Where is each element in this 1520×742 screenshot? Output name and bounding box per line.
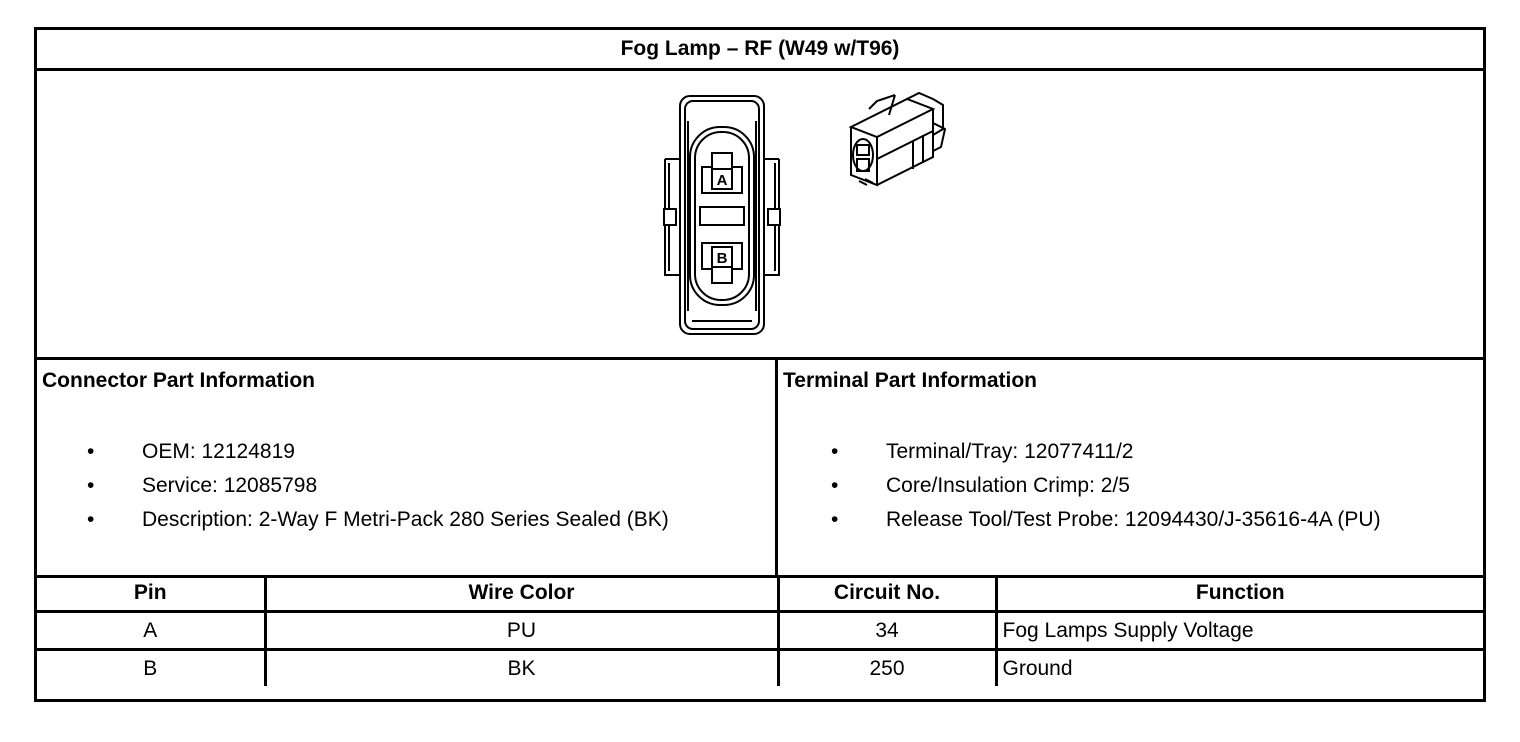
connector-info-list bbox=[87, 440, 669, 542]
bullet: • bbox=[87, 440, 95, 463]
part-information bbox=[37, 360, 1483, 578]
terminal-info-heading: Terminal Part Information bbox=[783, 369, 1037, 392]
cavity-label-a: A bbox=[716, 172, 728, 189]
terminal-info-list bbox=[831, 440, 1381, 542]
connector-info-service: Service: 12085798 bbox=[142, 474, 318, 497]
table-row bbox=[37, 650, 1483, 687]
connector-info-description: Description: 2-Way F Metri-Pack 280 Series Sealed (BK) bbox=[142, 508, 669, 531]
wire-color-cell: BK bbox=[265, 650, 778, 687]
table-row bbox=[37, 612, 1483, 650]
pinout-table bbox=[37, 575, 1483, 686]
list-item bbox=[831, 440, 1381, 474]
bullet: • bbox=[87, 508, 95, 531]
wire-color-cell: PU bbox=[265, 612, 778, 650]
list-item bbox=[87, 508, 669, 542]
connector-info-oem: OEM: 12124819 bbox=[142, 440, 295, 463]
connector-face-drawing bbox=[662, 93, 782, 338]
function-cell: Fog Lamps Supply Voltage bbox=[996, 612, 1483, 650]
terminal-info-tray: Terminal/Tray: 12077411/2 bbox=[886, 440, 1134, 463]
cavity-label-b: B bbox=[716, 250, 728, 267]
function-cell: Ground bbox=[996, 650, 1483, 687]
column-header-wire-color: Wire Color bbox=[265, 575, 778, 612]
circuit-no-cell: 34 bbox=[778, 612, 996, 650]
page-title: Fog Lamp – RF (W49 w/T96) bbox=[37, 30, 1483, 71]
circuit-no-cell: 250 bbox=[778, 650, 996, 687]
bullet: • bbox=[831, 440, 839, 463]
column-header-function: Function bbox=[996, 575, 1483, 612]
table-header-row bbox=[37, 575, 1483, 612]
list-item bbox=[831, 508, 1381, 542]
connector-figure bbox=[37, 71, 1483, 360]
list-item bbox=[831, 474, 1381, 508]
pin-cell: A bbox=[37, 612, 265, 650]
terminal-info-crimp: Core/Insulation Crimp: 2/5 bbox=[886, 474, 1130, 497]
connector-sheet bbox=[34, 27, 1486, 702]
connector-info-heading: Connector Part Information bbox=[42, 369, 316, 392]
list-item bbox=[87, 474, 669, 508]
connector-isometric-drawing bbox=[837, 89, 952, 194]
column-header-pin: Pin bbox=[37, 575, 265, 612]
terminal-info-release-tool: Release Tool/Test Probe: 12094430/J-35616-4A (PU) bbox=[886, 508, 1381, 531]
pin-cell: B bbox=[37, 650, 265, 687]
list-item bbox=[87, 440, 669, 474]
connector-part-information bbox=[37, 360, 778, 575]
bullet: • bbox=[87, 474, 95, 497]
bullet: • bbox=[831, 508, 839, 531]
column-header-circuit-no: Circuit No. bbox=[778, 575, 996, 612]
bullet: • bbox=[831, 474, 839, 497]
terminal-part-information bbox=[778, 360, 1483, 575]
